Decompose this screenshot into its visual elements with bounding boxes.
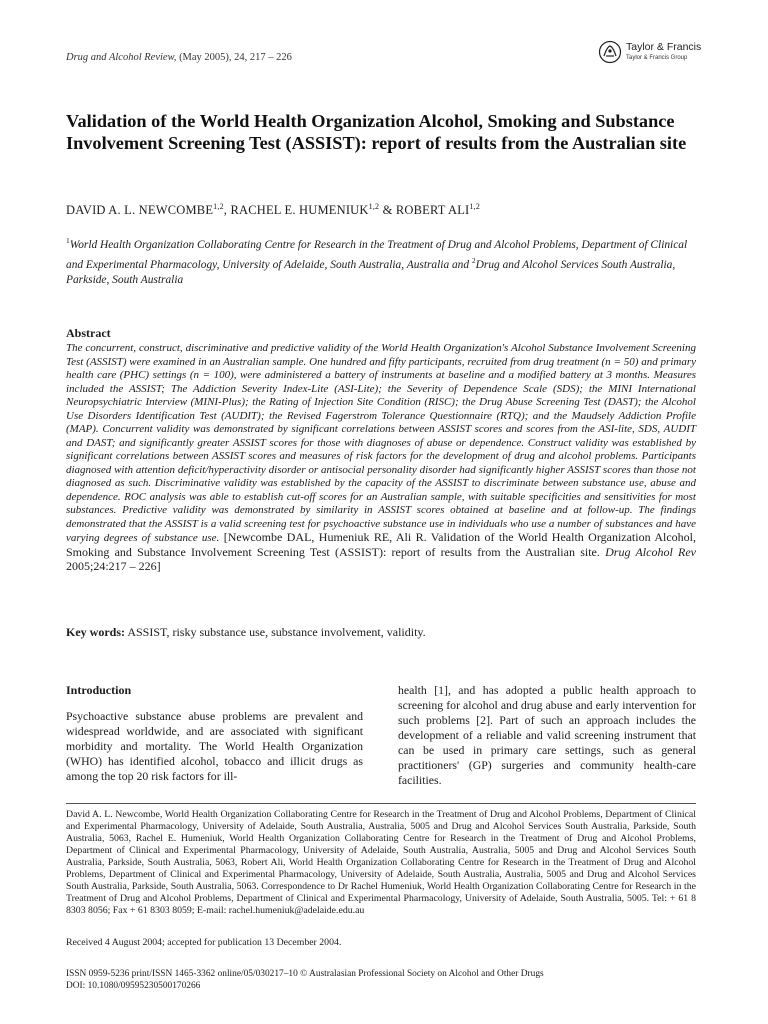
citation-journal: Drug Alcohol Rev — [605, 544, 696, 559]
publisher-logo — [598, 40, 708, 66]
author-name: RACHEL E. HUMENIUK — [230, 203, 369, 218]
introduction-paragraph-continued: health [1], and has adopted a public health approach to screening for alcohol and drug abuse and early intervention for such problems [2]. Part of such an approach includes the development of a reliable and valid screening instrument that can be used in primary care settings, such as general practitioners' (GP) surgeries and community health-care facilities. — [398, 683, 696, 787]
author-affiliation-marker: 1,2 — [368, 202, 380, 211]
article-title: Validation of the World Health Organization Alcohol, Smoking and Substance Involvement Screening Test (ASSIST): report of results from the Australian site — [66, 111, 687, 153]
issn-line: ISSN 0959-5236 print/ISSN 1465-3362 online/05/030217–10 © Australasian Professional Society on Alcohol and Other Drugs — [66, 969, 544, 979]
affiliation-marker: 2 — [471, 256, 476, 265]
issn-block — [66, 968, 544, 992]
doi-line: DOI: 10.1080/09595230500170266 — [66, 981, 201, 991]
keywords-label: Key words: — [66, 625, 125, 639]
abstract-text: The concurrent, construct, discriminative and predictive validity of the World Health Organization's Alcohol Substance Involvement Screening Test (ASSIST) were examined in an Australian sample. One hundred and fifty participants, recruited from drug treatment (n = 50) and primary health care (PHC) settings (n = 100), were administered a battery of instruments at baseline and a modified battery at 3 months. Measures included the ASSIST; The Addiction Severity Index-Lite (ASI-Lite); the Severity of Dependence Scale (SDS); the MINI International Neuropsychiatric Interview (MINI-Plus); the Rating of Injection Site Condition (RISC); the Drug Abuse Screening Test (DAST); the Alcohol Use Disorders Identification Test (AUDIT); the Revised Fagerstrom Tolerance Questionnaire (RTQ); and the Maudsely Addiction Profile (MAP). Concurrent validity was demonstrated by significant correlations between ASSIST scores and scores from the ASI-lite, SDS, AUDIT and DAST; and significantly greater ASSIST scores for those with diagnoses of abuse or dependence. Construct validity was established by significant correlations between ASSIST scores and measures of risk factors for the development of drug and alcohol problems. Participants diagnosed with attention deficit/hyperactivity disorder or antisocial personality disorder had significantly higher ASSIST scores than those not diagnosed as such. Discriminative validity was established by the capacity of the ASSIST to discriminate between substance use, abuse and dependence. ROC analysis was able to establish cut-off scores for an Australian sample, with suitable specificities and sensitivities for most substances. Predictive validity was demonstrated by similarity in ASSIST scores obtained at baseline and at follow-up. The findings demonstrated that the ASSIST is a valid screening test for psychoactive substance use in individuals who use a number of substances and have varying degrees of substance use. — [66, 342, 696, 544]
journal-citation-header — [66, 52, 292, 63]
abstract-heading: Abstract — [66, 326, 111, 340]
keywords-text: ASSIST, risky substance use, substance involvement, validity. — [125, 625, 426, 639]
author-list — [66, 202, 480, 218]
keywords — [66, 625, 426, 640]
author-name: DAVID A. L. NEWCOMBE — [66, 203, 214, 218]
author-affiliation-marker: 1,2 — [213, 202, 224, 211]
footnote-divider — [66, 803, 696, 804]
affiliation-text: Drug and Alcohol Services South Australia, Parkside, South Australia — [66, 258, 676, 286]
right-column — [398, 683, 696, 788]
affiliation-marker: 1 — [66, 236, 70, 245]
affiliation-text: World Health Organization Collaborating Centre for Research in the Treatment of Drug and Alcohol Problems, Department of Clinical and Experimental Pharmacology, University of Adelaide, South Australia, Australia and — [66, 238, 688, 271]
author-name: ROBERT ALI — [395, 203, 470, 218]
affiliations — [66, 233, 706, 288]
publisher-group: Taylor & Francis Group — [626, 54, 688, 61]
citation-text: [Newcombe DAL, Humeniuk RE, Ali R. Validation of the World Health Organization Alcohol, Smoking and Substance Involvement Screening Test (ASSIST): report of results from the Australian site. — [66, 530, 696, 559]
correspondence-footnote: David A. L. Newcombe, World Health Organization Collaborating Centre for Research in the Treatment of Drug and Alcohol Problems, Department of Clinical and Experimental Pharmacology, University of Adelaide, South Australia, Australia, 5005 and Drug and Alcohol Services South Australia, Parkside, South Australia, 5063, Rachel E. Humeniuk, World Health Organization Collaborating Centre for Research in the Treatment of Drug and Alcohol Problems, Department of Clinical and Experimental Pharmacology, University of Adelaide, South Australia, Australia, 5005 and Drug and Alcohol Services South Australia, Parkside, South Australia, 5063, Robert Ali, World Health Organization Collaborating Centre for Research in the Treatment of Drug and Alcohol Problems, Department of Clinical and Experimental Pharmacology, University of Adelaide, South Australia, Australia, 5005 and Drug and Alcohol Services South Australia, Parkside, South Australia, 5063. Correspondence to Dr Rachel Humeniuk, World Health Organization Collaborating Centre for Research in the Treatment of Drug and Alcohol Problems, Department of Clinical and Experimental Pharmacology, University of Adelaide, South Australia, 5005. Tel: + 61 8 8303 8056; Fax + 61 8303 8059; E-mail: rachel.humeniuk@adelaide.edu.au — [66, 809, 696, 916]
received-date: Received 4 August 2004; accepted for publication 13 December 2004. — [66, 937, 342, 948]
citation-end: 2005;24:217 – 226] — [66, 559, 161, 573]
author-separator: , — [223, 203, 231, 218]
abstract-body — [66, 342, 696, 575]
left-column — [66, 683, 363, 784]
journal-name: Drug and Alcohol Review, — [66, 52, 177, 63]
author-affiliation-marker: 1,2 — [469, 202, 481, 211]
introduction-paragraph: Psychoactive substance abuse problems are prevalent and widespread worldwide, and are associated with significant morbidity and mortality. The World Health Organization (WHO) has identified alcohol, tobacco and illicit drugs as among the top 20 risk factors for ill- — [66, 709, 363, 783]
journal-issue: (May 2005), 24, 217 – 226 — [176, 52, 292, 63]
publisher-emblem-icon — [598, 40, 622, 64]
publisher-name: Taylor & Francis — [626, 41, 702, 53]
author-separator: & — [379, 203, 396, 218]
introduction-heading: Introduction — [66, 683, 132, 697]
